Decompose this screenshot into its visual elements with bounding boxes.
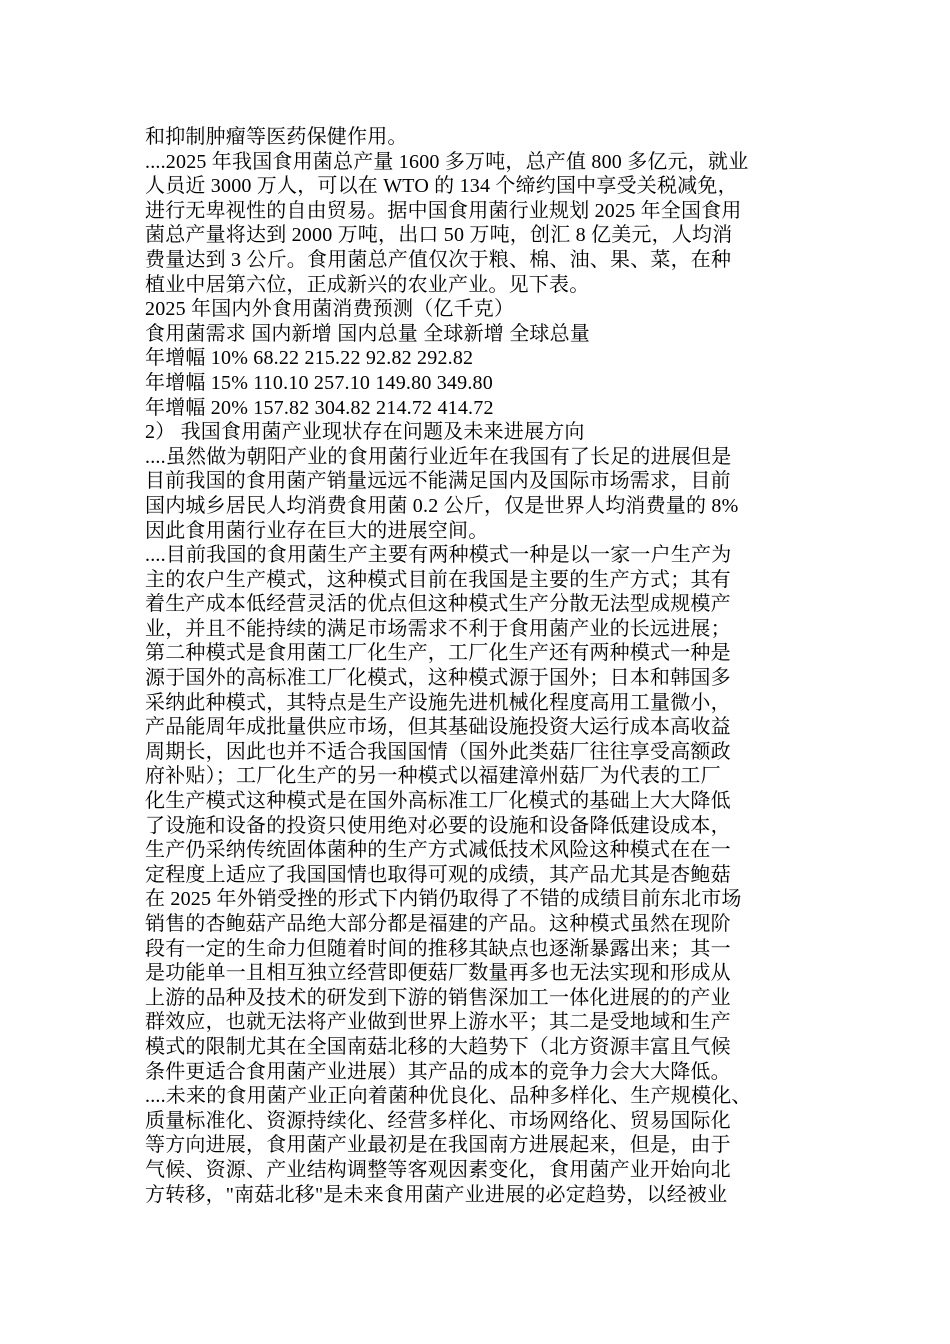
text-line: 产品能周年成批量供应市场，但其基础设施投资大运行成本高收益	[145, 716, 731, 739]
text-line: 生产仍采纳传统固体菌种的生产方式减低技术风险这种模式在在一	[145, 839, 731, 862]
text-line: 周期长，因此也并不适合我国国情（国外此类菇厂往往享受高额政	[145, 740, 731, 763]
text-line: ....2025 年我国食用菌总产量 1600 多万吨，总产值 800 多亿元，就业	[145, 150, 749, 173]
text-line: 府补贴）；工厂化生产的另一种模式以福建漳州菇厂为代表的工厂	[145, 765, 721, 788]
text-line: 源于国外的高标准工厂化模式，这种模式源于国外；日本和韩国多	[145, 667, 731, 690]
text-line: 菌总产量将达到 2000 万吨，出口 50 万吨，创汇 8 亿美元，人均消	[145, 224, 733, 247]
text-line: 方转移，"南菇北移"是未来食用菌产业进展的必定趋势，以经被业	[145, 1183, 728, 1206]
text-line: ....未来的食用菌产业正向着菌种优良化、品种多样化、生产规模化、	[145, 1085, 752, 1108]
text-line: 目前我国的食用菌产销量远远不能满足国内及国际市场需求，目前	[145, 470, 731, 493]
text-line: 化生产模式这种模式是在国外高标准工厂化模式的基础上大大降低	[145, 790, 731, 813]
text-line: 和抑制肿瘤等医药保健作用。	[145, 126, 408, 148]
text-line: 质量标准化、资源持续化、经营多样化、市场网络化、贸易国际化	[145, 1109, 731, 1132]
text-line: 采纳此种模式，其特点是生产设施先进机械化程度高用工量微小，	[145, 691, 731, 714]
text-line: 模式的限制尤其在全国南菇北移的大趋势下（北方资源丰富且气候	[145, 1035, 731, 1058]
text-line: 段有一定的生命力但随着时间的推移其缺点也逐渐暴露出来；其一	[145, 937, 731, 960]
text-line: 了设施和设备的投资只使用绝对必要的设施和设备降低建设成本，	[145, 814, 731, 837]
text-line: 着生产成本低经营灵活的优点但这种模式生产分散无法型成规模产	[145, 593, 731, 616]
text-line: 气候、资源、产业结构调整等客观因素变化，食用菌产业开始向北	[145, 1158, 731, 1181]
text-line: 因此食用菌行业存在巨大的进展空间。	[145, 519, 489, 542]
text-line: 群效应，也就无法将产业做到世界上游水平；其二是受地域和生产	[145, 1011, 731, 1034]
table-row: 年增幅 10% 68.22 215.22 92.82 292.82	[145, 347, 474, 370]
table-caption: 2025 年国内外食用菌消费预测（亿千克）	[145, 298, 515, 321]
text-line: ....目前我国的食用菌生产主要有两种模式一种是以一家一户生产为	[145, 544, 732, 567]
text-line: 人员近 3000 万人，可以在 WTO 的 134 个缔约国中享受关税减免，	[145, 175, 738, 198]
table-row: 年增幅 20% 157.82 304.82 214.72 414.72	[145, 396, 494, 419]
text-line: 国内城乡居民人均消费食用菌 0.2 公斤，仅是世界人均消费量的 8%	[145, 494, 739, 517]
text-line: 费量达到 3 公斤。食用菌总产值仅次于粮、棉、油、果、菜，在种	[145, 248, 732, 271]
text-line: 是功能单一且相互独立经营即便菇厂数量再多也无法实现和形成从	[145, 962, 731, 985]
text-line: 等方向进展，食用菌产业最初是在我国南方进展起来，但是，由于	[145, 1134, 731, 1157]
text-line: 条件更适合食用菌产业进展）其产品的成本的竞争力会大大降低。	[145, 1060, 731, 1083]
text-line: 业，并且不能持续的满足市场需求不利于食用菌产业的长远进展；	[145, 617, 731, 640]
document-body	[145, 125, 825, 1207]
text-line: 销售的杏鲍菇产品绝大部分都是福建的产品。这种模式虽然在现阶	[145, 913, 731, 935]
text-line: 定程度上适应了我国国情也取得可观的成绩，其产品尤其是杏鲍菇	[145, 863, 731, 886]
text-line: 第二种模式是食用菌工厂化生产，工厂化生产还有两种模式一种是	[145, 642, 731, 665]
text-line: ....虽然做为朝阳产业的食用菌行业近年在我国有了长足的进展但是	[145, 445, 732, 468]
text-line: 主的农户生产模式，这种模式目前在我国是主要的生产方式；其有	[145, 568, 731, 591]
table-header-row: 食用菌需求 国内新增 国内总量 全球新增 全球总量	[145, 322, 590, 345]
text-line: 在 2025 年外销受挫的形式下内销仍取得了不错的成绩目前东北市场	[145, 888, 742, 911]
text-line: 进行无卑视性的自由贸易。据中国食用菌行业规划 2025 年全国食用	[145, 199, 742, 222]
table-row: 年增幅 15% 110.10 257.10 149.80 349.80	[145, 371, 493, 394]
section-heading: 2） 我国食用菌产业现状存在问题及未来进展方向	[145, 421, 585, 444]
text-line: 植业中居第六位，正成新兴的农业产业。见下表。	[145, 273, 590, 296]
text-line: 上游的品种及技术的研发到下游的销售深加工一体化进展的的产业	[145, 986, 731, 1009]
